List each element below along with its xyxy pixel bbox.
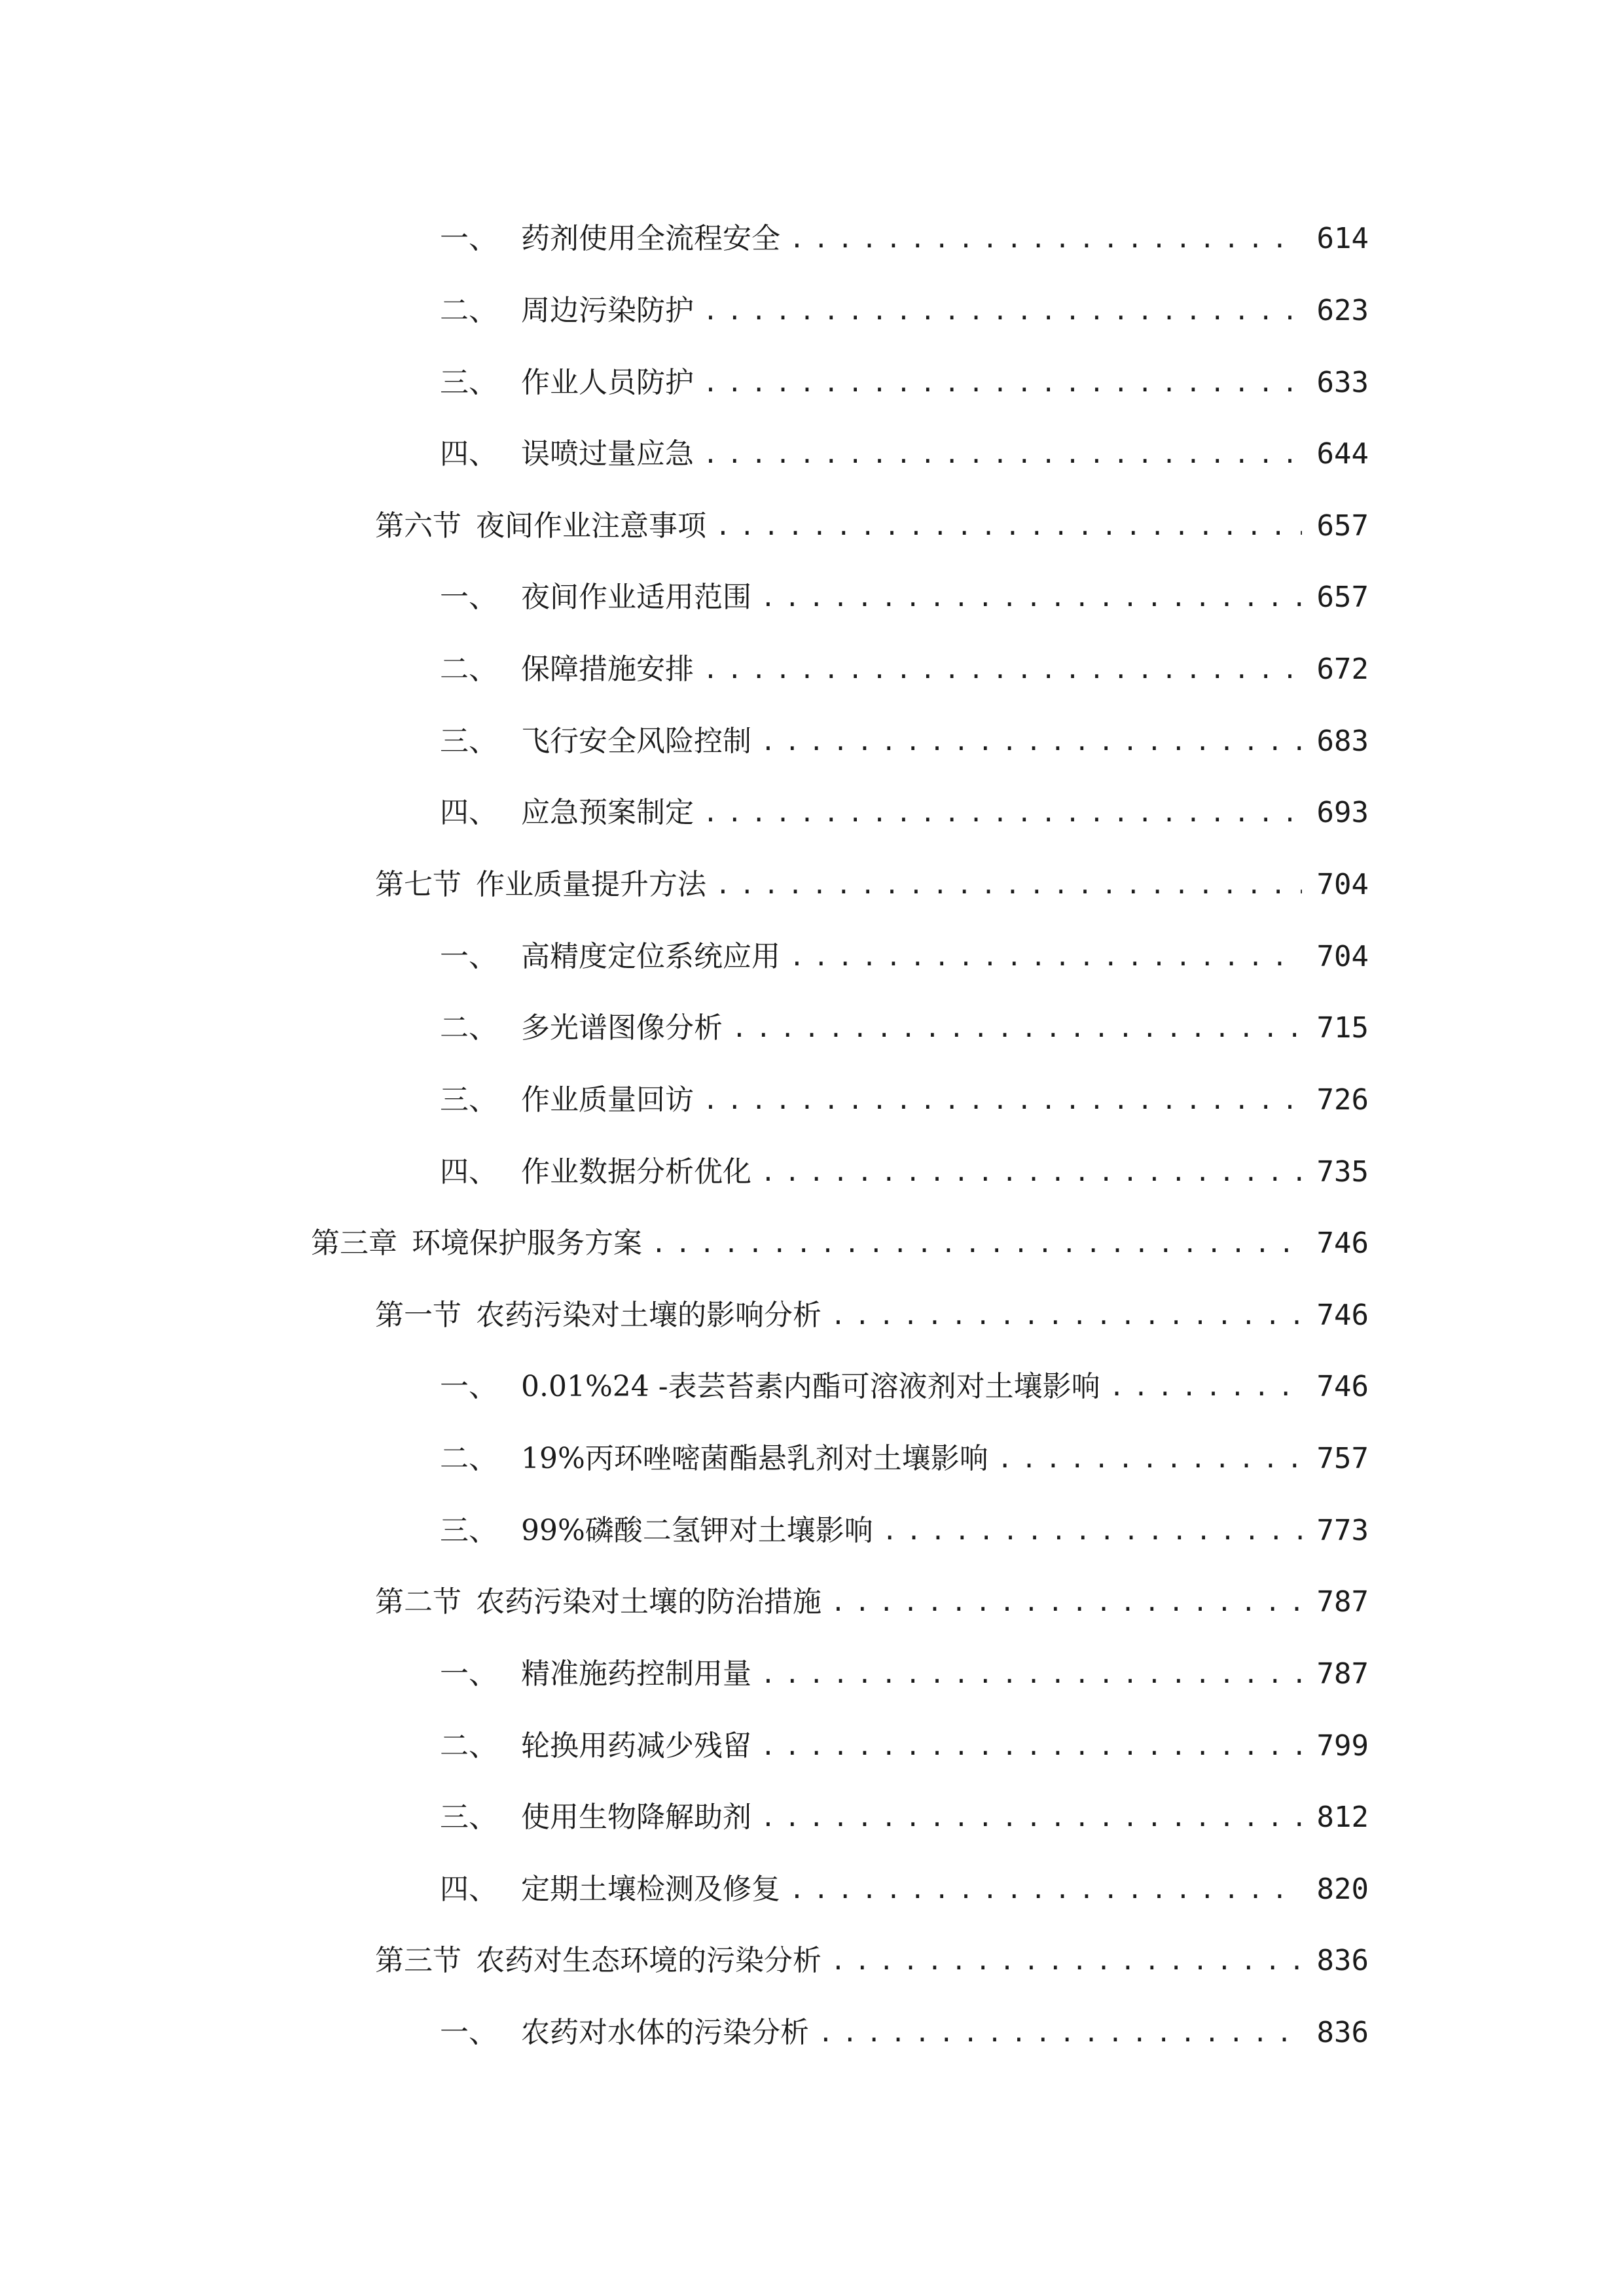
toc-entry-number: 第六节 bbox=[375, 509, 461, 543]
toc-entry-page: 836 bbox=[1316, 2016, 1369, 2049]
toc-entry[interactable] bbox=[440, 1707, 1369, 1766]
toc-entry[interactable] bbox=[440, 1420, 1369, 1479]
toc-entry-page: 704 bbox=[1316, 868, 1369, 901]
toc-entry-title: 使用生物降解助剂 bbox=[521, 1801, 751, 1834]
toc-section-entry[interactable] bbox=[375, 487, 1369, 546]
toc-entry-number: 四、 bbox=[440, 1873, 497, 1906]
toc-dot-leader bbox=[789, 937, 1302, 977]
toc-entry-number: 第三节 bbox=[375, 1944, 461, 1977]
toc-entry-number: 二、 bbox=[440, 1729, 497, 1763]
toc-dot-leader bbox=[831, 1941, 1302, 1981]
toc-dot-leader bbox=[703, 291, 1302, 331]
toc-entry-title: 农药污染对土壤的影响分析 bbox=[476, 1299, 821, 1332]
toc-entry-page: 693 bbox=[1316, 796, 1369, 829]
toc-entry-page: 715 bbox=[1316, 1011, 1369, 1045]
toc-entry[interactable] bbox=[440, 1635, 1369, 1694]
toc-dot-leader bbox=[761, 1655, 1302, 1694]
toc-entry-title: 轮换用药减少残留 bbox=[521, 1729, 751, 1763]
toc-dot-leader bbox=[789, 219, 1302, 259]
toc-entry[interactable] bbox=[440, 1492, 1369, 1551]
toc-entry-page: 812 bbox=[1316, 1801, 1369, 1834]
toc-dot-leader bbox=[715, 507, 1302, 546]
toc-entry-title: 作业质量回访 bbox=[521, 1083, 694, 1117]
toc-entry-page: 614 bbox=[1316, 222, 1369, 255]
toc-entry-page: 746 bbox=[1316, 1299, 1369, 1332]
toc-entry-title: 作业质量提升方法 bbox=[476, 868, 706, 901]
toc-entry-page: 672 bbox=[1316, 653, 1369, 686]
toc-entry-number: 四、 bbox=[440, 437, 497, 471]
toc-entry-page: 657 bbox=[1316, 509, 1369, 543]
toc-entry-number: 二、 bbox=[440, 294, 497, 327]
toc-entry-title: 19%丙环唑嘧菌酯悬乳剂对土壤影响 bbox=[521, 1442, 988, 1475]
toc-entry-page: 787 bbox=[1316, 1657, 1369, 1691]
toc-section-entry[interactable] bbox=[375, 846, 1369, 905]
toc-entry[interactable] bbox=[440, 702, 1369, 761]
toc-entry-title: 99%磷酸二氢钾对土壤影响 bbox=[521, 1514, 873, 1547]
toc-entry[interactable] bbox=[440, 1061, 1369, 1120]
toc-entry-number: 三、 bbox=[440, 1083, 497, 1117]
toc-dot-leader bbox=[998, 1439, 1302, 1479]
toc-entry-page: 799 bbox=[1316, 1729, 1369, 1763]
toc-dot-leader bbox=[703, 435, 1302, 474]
toc-entry-number: 一、 bbox=[440, 222, 497, 255]
toc-entry[interactable] bbox=[440, 1133, 1369, 1192]
toc-entry-title: 保障措施安排 bbox=[521, 653, 694, 686]
toc-entry-number: 四、 bbox=[440, 796, 497, 829]
toc-entry[interactable] bbox=[440, 344, 1369, 403]
toc-dot-leader bbox=[715, 865, 1302, 905]
toc-entry[interactable] bbox=[440, 918, 1369, 977]
toc-entry-number: 一、 bbox=[440, 2016, 497, 2049]
toc-dot-leader bbox=[761, 578, 1302, 617]
toc-entry-title: 环境保护服务方案 bbox=[412, 1227, 642, 1260]
toc-dot-leader bbox=[831, 1583, 1302, 1622]
toc-entry-title: 应急预案制定 bbox=[521, 796, 694, 829]
toc-entry-number: 第二节 bbox=[375, 1585, 461, 1619]
toc-entry-page: 820 bbox=[1316, 1873, 1369, 1906]
toc-entry-number: 一、 bbox=[440, 1657, 497, 1691]
toc-entry-page: 633 bbox=[1316, 366, 1369, 399]
toc-entry-title: 周边污染防护 bbox=[521, 294, 694, 327]
toc-entry-title: 夜间作业注意事项 bbox=[476, 509, 706, 543]
toc-entry[interactable] bbox=[440, 989, 1369, 1048]
toc-chapter-entry[interactable] bbox=[311, 1204, 1369, 1263]
toc-entry-title: 高精度定位系统应用 bbox=[521, 940, 780, 973]
toc-dot-leader bbox=[761, 1727, 1302, 1766]
toc-dot-leader bbox=[651, 1224, 1302, 1263]
toc-entry[interactable] bbox=[440, 1348, 1369, 1407]
toc-entry-page: 746 bbox=[1316, 1370, 1369, 1403]
toc-entry-number: 二、 bbox=[440, 1011, 497, 1045]
toc-dot-leader bbox=[761, 722, 1302, 761]
toc-entry-number: 三、 bbox=[440, 1514, 497, 1547]
toc-section-entry[interactable] bbox=[375, 1276, 1369, 1335]
toc-entry[interactable] bbox=[440, 630, 1369, 689]
toc-dot-leader bbox=[761, 1153, 1302, 1192]
toc-dot-leader bbox=[761, 1798, 1302, 1837]
toc-dot-leader bbox=[703, 363, 1302, 403]
toc-entry[interactable] bbox=[440, 415, 1369, 474]
toc-entry-number: 一、 bbox=[440, 581, 497, 614]
toc-entry-title: 飞行安全风险控制 bbox=[521, 725, 751, 758]
toc-dot-leader bbox=[882, 1511, 1302, 1551]
toc-entry-number: 二、 bbox=[440, 653, 497, 686]
toc-entry-number: 第一节 bbox=[375, 1299, 461, 1332]
toc-entry[interactable] bbox=[440, 774, 1369, 833]
toc-entry-title: 农药对生态环境的污染分析 bbox=[476, 1944, 821, 1977]
toc-entry-number: 三、 bbox=[440, 725, 497, 758]
toc-entry-page: 644 bbox=[1316, 437, 1369, 471]
toc-entry-title: 作业数据分析优化 bbox=[521, 1155, 751, 1189]
toc-entry-number: 第三章 bbox=[311, 1227, 397, 1260]
toc-entry-title: 农药污染对土壤的防治措施 bbox=[476, 1585, 821, 1619]
toc-entry-title: 夜间作业适用范围 bbox=[521, 581, 751, 614]
toc-entry-number: 二、 bbox=[440, 1442, 497, 1475]
toc-dot-leader bbox=[732, 1009, 1302, 1048]
toc-entry-title: 药剂使用全流程安全 bbox=[521, 222, 780, 255]
toc-entry[interactable] bbox=[440, 558, 1369, 617]
toc-entry[interactable] bbox=[440, 1994, 1369, 2053]
toc-entry-number: 四、 bbox=[440, 1155, 497, 1189]
toc-entry-page: 726 bbox=[1316, 1083, 1369, 1117]
toc-entry-page: 787 bbox=[1316, 1585, 1369, 1619]
toc-entry-number: 一、 bbox=[440, 940, 497, 973]
toc-dot-leader bbox=[703, 793, 1302, 833]
toc-dot-leader bbox=[703, 1081, 1302, 1120]
toc-entry-page: 623 bbox=[1316, 294, 1369, 327]
toc-section-entry[interactable] bbox=[375, 1922, 1369, 1981]
toc-entry-number: 第七节 bbox=[375, 868, 461, 901]
toc-entry-page: 773 bbox=[1316, 1514, 1369, 1547]
toc-dot-leader bbox=[818, 2013, 1302, 2053]
toc-entry-page: 746 bbox=[1316, 1227, 1369, 1260]
toc-entry-title: 多光谱图像分析 bbox=[521, 1011, 723, 1045]
toc-dot-leader bbox=[1110, 1367, 1302, 1407]
toc-dot-leader bbox=[703, 650, 1302, 689]
toc-entry-title: 定期土壤检测及修复 bbox=[521, 1873, 780, 1906]
toc-entry-number: 三、 bbox=[440, 1801, 497, 1834]
toc-entry-page: 657 bbox=[1316, 581, 1369, 614]
toc-entry-title: 误喷过量应急 bbox=[521, 437, 694, 471]
toc-entry-number: 一、 bbox=[440, 1370, 497, 1403]
toc-dot-leader bbox=[789, 1870, 1302, 1909]
toc-entry[interactable] bbox=[440, 1850, 1369, 1909]
toc-entry-title: 农药对水体的污染分析 bbox=[521, 2016, 809, 2049]
toc-entry-number: 三、 bbox=[440, 366, 497, 399]
toc-entry-page: 683 bbox=[1316, 725, 1369, 758]
toc-entry-page: 735 bbox=[1316, 1155, 1369, 1189]
toc-entry[interactable] bbox=[440, 200, 1369, 259]
toc-entry-title: 0.01%24 -表芸苔素内酯可溶液剂对土壤影响 bbox=[521, 1370, 1100, 1403]
toc-entry-title: 作业人员防护 bbox=[521, 366, 694, 399]
toc-entry[interactable] bbox=[440, 272, 1369, 331]
toc-entry-page: 704 bbox=[1316, 940, 1369, 973]
toc-dot-leader bbox=[831, 1296, 1302, 1335]
toc-entry[interactable] bbox=[440, 1778, 1369, 1837]
toc-entry-page: 836 bbox=[1316, 1944, 1369, 1977]
toc-entry-title: 精准施药控制用量 bbox=[521, 1657, 751, 1691]
toc-section-entry[interactable] bbox=[375, 1563, 1369, 1622]
toc-entry-page: 757 bbox=[1316, 1442, 1369, 1475]
